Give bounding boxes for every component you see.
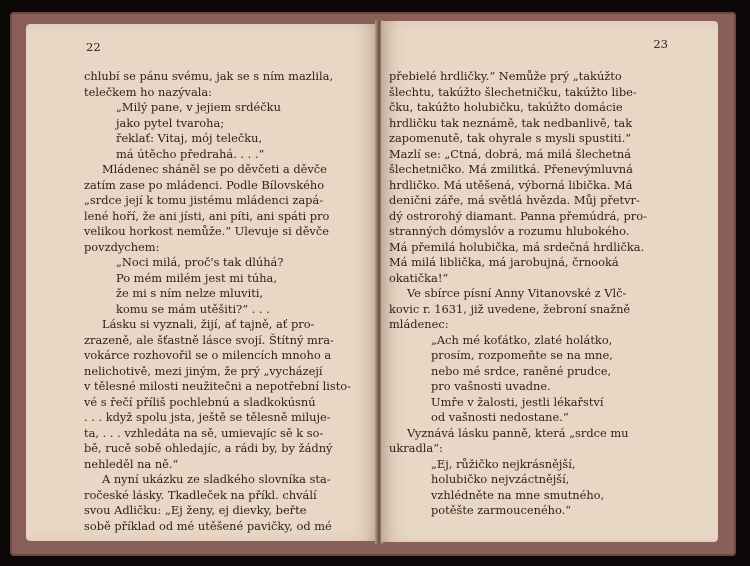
text-line: nehleděl na ně.“ <box>84 456 179 471</box>
page-text <box>84 69 374 534</box>
text-line: ta, . . . vzhledáta na sě, umievajíc sě k so- <box>84 425 324 440</box>
text-line: „Milý pane, v jejiem srdéčku <box>116 100 281 114</box>
text-line: zrazeně, ale šťastně lásce svojí. Štítný mra- <box>84 332 334 347</box>
text-line: stranných dómyslóv a rozumu hlubokého. <box>389 224 630 238</box>
text-line: Ve sbírce písní Anny Vitanovské z Vlč- <box>407 286 627 300</box>
text-line: komu se mám utěšiti?“ . . . <box>116 301 270 316</box>
text-line: vokárce rozhovořil se o milencích mnoho a <box>84 348 332 362</box>
text-line: čku, takúžto holubičku, takúžto domácie <box>389 100 623 114</box>
text-line: A nyní ukázku ze sladkého slovníka sta- <box>102 472 331 486</box>
text-line: má útěcho předrahá. . . .“ <box>116 146 265 161</box>
text-line: Má milá liblička, má jarobujná, črnooká <box>389 255 619 269</box>
text-line: sobě příklad od mé utěšené pavičky, od mé <box>84 518 332 533</box>
text-line: „Ej, růžičko nejkrásnější, <box>431 456 576 471</box>
text-line: řeklať: Vitaj, mój telečku, <box>116 131 263 145</box>
text-line: vzhlédněte na mne smutného, <box>431 487 605 502</box>
text-line: že mi s ním nelze mluviti, <box>116 286 264 300</box>
text-line: Mládenec sháněl se po děvčeti a děvče <box>102 162 327 176</box>
page-number: 22 <box>86 40 101 54</box>
text-line: kovic r. 1631, již uvedene, žebroní snažně <box>389 301 631 316</box>
text-line: nelichotivě, mezi jiným, že prý „vycházejí <box>84 363 323 378</box>
text-line: mládenec: <box>389 317 449 331</box>
text-line: chlubí se pánu svému, jak se s ním mazlila, <box>84 69 334 83</box>
text-line: povzdychem: <box>84 239 160 254</box>
text-line: Lásku si vyznali, žijí, ať tajně, ať pro- <box>102 317 315 331</box>
text-line: „Ach mé koťátko, zlaté holátko, <box>431 332 613 347</box>
text-line: dý ostrorohý diamant. Panna přemúdrá, pro- <box>389 208 647 223</box>
text-line: nebo mé srdce, raněné prudce, <box>431 363 612 378</box>
text-line: lené hoří, že ani jísti, ani píti, ani spáti pro <box>84 208 330 223</box>
text-line: ročeské lásky. Tkadleček na příkl. chválí <box>84 487 317 502</box>
text-line: . . . když spolu jsta, ještě se tělesně miluje- <box>84 410 331 424</box>
text-line: Mazlí se: „Ctná, dobrá, má milá šlechetná <box>389 146 631 161</box>
page-number: 23 <box>653 37 668 51</box>
text-line: Po mém milém jest mi túha, <box>116 270 277 285</box>
text-line: svou Adličku: „Ej ženy, ej dievky, beřte <box>84 503 307 517</box>
text-line: přebielé hrdličky.“ Nemůže prý „takúžto <box>389 69 622 83</box>
text-line: jako pytel tvaroha; <box>116 115 225 130</box>
text-line: bě, rucě sobě ohledajíc, a rádi by, by žádný <box>84 441 333 455</box>
text-line: telečkem ho nazývala: <box>84 84 213 99</box>
text-line: šlechtu, takúžto šlechetničku, takúžto libe- <box>389 84 637 99</box>
text-line: hrdličko. Má utěšená, výborná libička. Má <box>389 177 633 192</box>
text-line: ukradla“: <box>389 441 443 455</box>
text-line: zatím zase po mládenci. Podle Bílovského <box>84 177 325 192</box>
text-line: denični záře, má světlá hvězda. Můj přetvr- <box>389 193 640 207</box>
left-page <box>26 24 377 541</box>
text-line: zapomenutě, tak ohyrale s mysli spustiti.“ <box>389 131 632 145</box>
text-line: Vyznává lásku panně, která „srdce mu <box>407 425 629 440</box>
text-line: od vašnosti nedostane.“ <box>431 410 569 424</box>
text-line: v tělesné milosti neužitečni a nepotřební listo- <box>84 379 351 393</box>
text-line: holubičko nejvzáctnější, <box>431 472 570 486</box>
text-line: „Noci milá, proč's tak dlúhá? <box>116 255 284 269</box>
text-line: Umře v žalosti, jestli lékařství <box>431 394 604 409</box>
text-line: Má přemilá holubička, má srdečná hrdlička. <box>389 239 645 254</box>
page-text <box>389 69 707 519</box>
text-line: prosím, rozpomeňte se na mne, <box>431 348 613 362</box>
text-line: „srdce její k tomu jistému mládenci zapá- <box>84 193 324 207</box>
right-page <box>381 21 718 542</box>
text-line: šlechetničko. Má zmilitká. Přenevýmluvná <box>389 162 633 176</box>
text-line: potěšte zarmouceného.“ <box>431 503 572 517</box>
text-line: okatička!“ <box>389 270 449 285</box>
text-line: pro vašnosti uvadne. <box>431 379 551 393</box>
text-line: velikou horkost nemůže.“ Ulevuje si děvče <box>84 224 329 238</box>
text-line: hrdličku tak neznámě, tak nedbanlivě, tak <box>389 115 633 130</box>
text-line: vé s řečí příliš pochlebnú a sladkokúsnú <box>84 394 316 409</box>
